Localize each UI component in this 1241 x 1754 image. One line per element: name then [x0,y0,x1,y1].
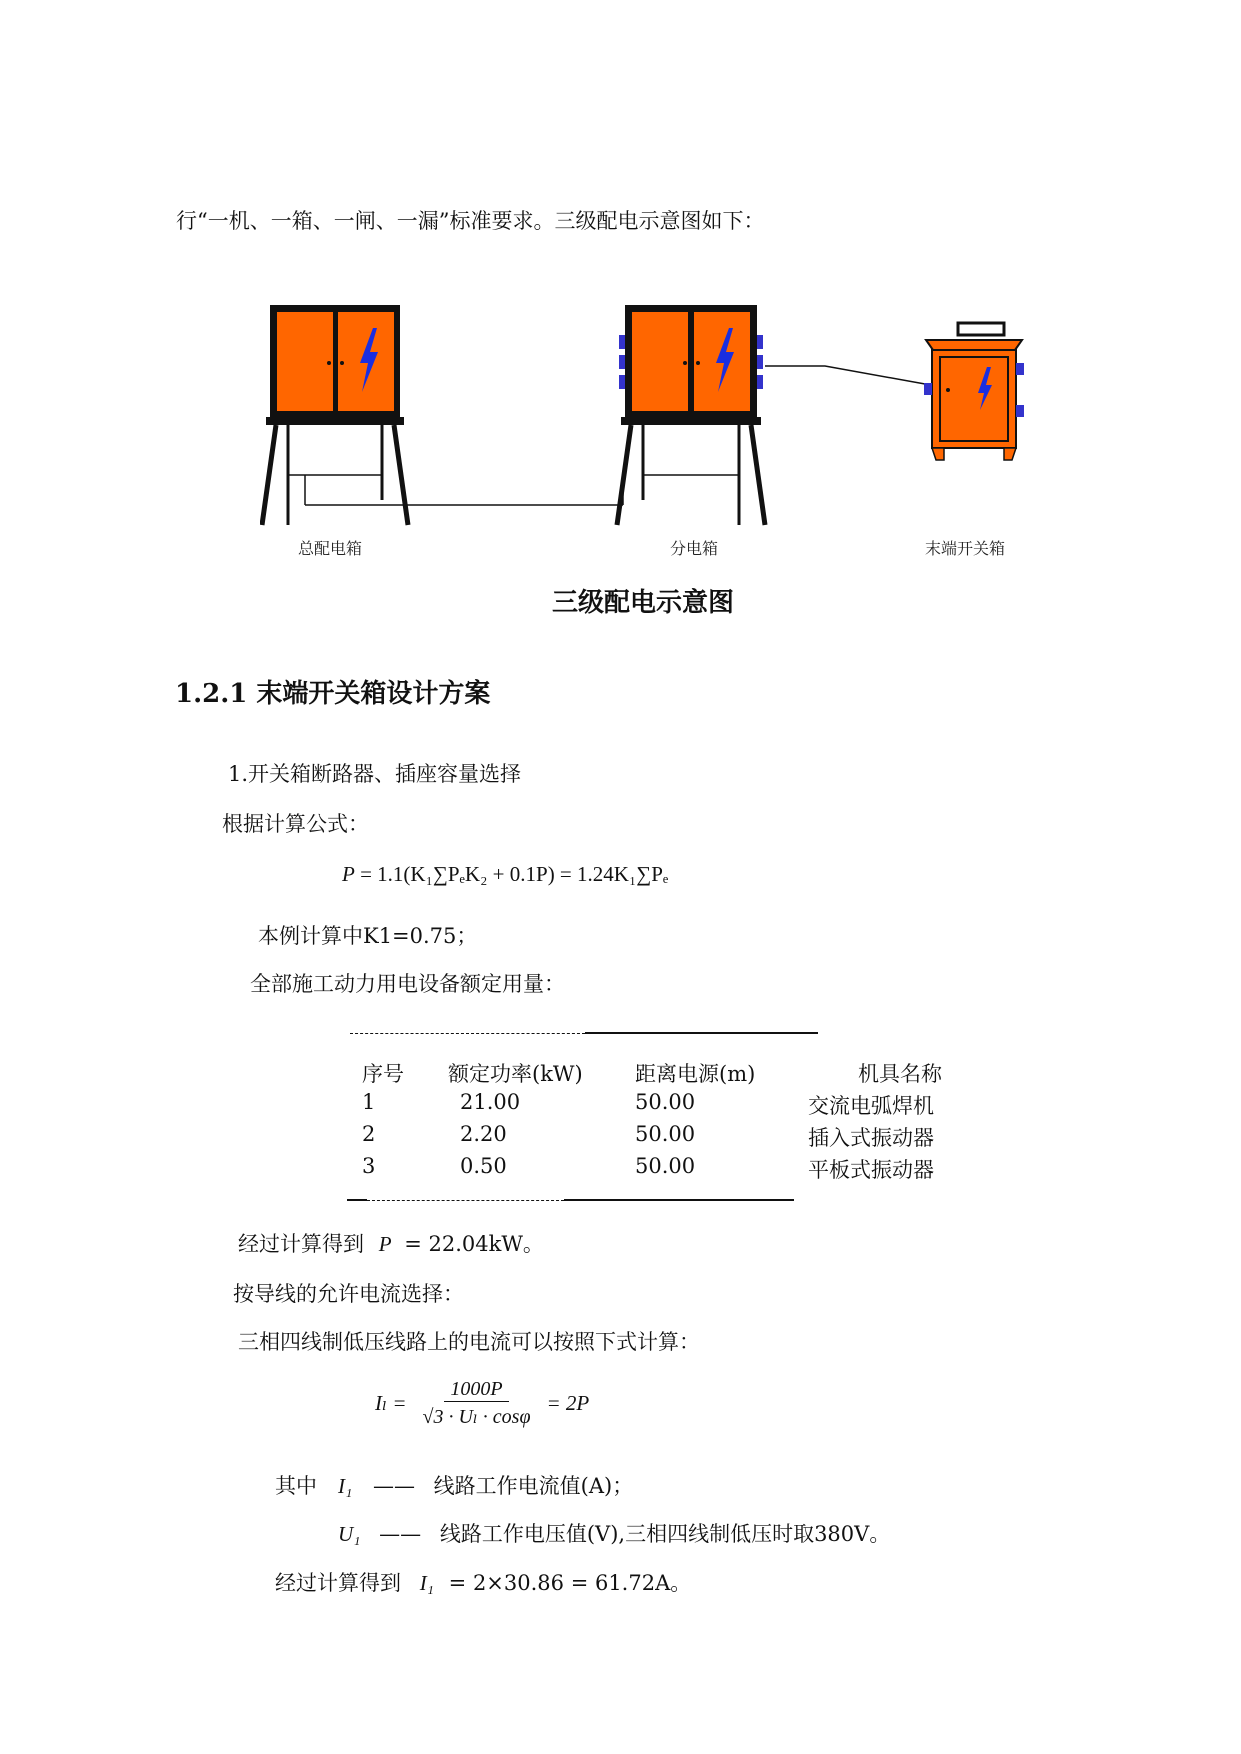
table-header-power: 额定功率(kW) [448,1062,583,1086]
sub-distribution-box-icon [617,305,765,525]
table-header-distance: 距离电源(m) [635,1062,756,1086]
table-header-name: 机具名称 [858,1062,942,1086]
current-result-var: I₁ [419,1571,434,1595]
where-row-current [338,1470,633,1500]
formula-p-var: P [342,862,355,886]
calc-intro-text: 根据计算公式： [222,812,369,836]
where-row-voltage [338,1518,890,1548]
table-cell-index: 2 [362,1122,376,1146]
current-result-value: = 2×30.86 = 61.72A。 [448,1571,692,1595]
current-select-text: 按导线的允许电流选择： [233,1282,464,1306]
main-distribution-box-icon [262,305,408,525]
table-cell-index: 3 [362,1154,376,1178]
formula-p-expr: = 1.1(K₁∑PₑK₂ + 0.1P) = 1.24K₁∑Pₑ [360,862,669,886]
table-cell-power: 21.00 [460,1090,521,1114]
power-result-prefix: 经过计算得到 [238,1232,364,1256]
sub-box-label: 分电箱 [670,539,719,558]
k1-text: 本例计算中K1=0.75； [258,924,478,948]
table-top-solid-rule [585,1032,818,1034]
current-formula [375,1378,589,1429]
current-formula-fraction [417,1378,537,1429]
table-cell-distance: 50.00 [635,1090,696,1114]
three-level-distribution-diagram [260,295,1040,535]
where-dash: —— [379,1522,422,1546]
power-result-value: = 22.04kW。 [404,1232,544,1256]
table-bottom-solid-rule-start [347,1199,367,1201]
connector-line-4 [765,366,925,384]
current-result [275,1567,691,1597]
current-formula-denominator: √3 · Uₗ · cosφ [422,1406,531,1428]
power-result-var: P [378,1232,392,1256]
three-phase-text: 三相四线制低压线路上的电流可以按照下式计算： [238,1330,700,1354]
diagram-caption: 三级配电示意图 [552,588,735,618]
terminal-switch-box-icon [924,323,1024,460]
where-text: 线路工作电流值(A)； [433,1474,634,1498]
power-formula [342,862,668,887]
table-cell-index: 1 [362,1090,376,1114]
current-formula-numerator: 1000P [444,1378,508,1402]
table-bottom-solid-rule [564,1199,794,1201]
main-box-label: 总配电箱 [298,539,363,558]
current-result-prefix: 经过计算得到 [275,1571,401,1595]
table-cell-name: 平板式振动器 [808,1158,934,1182]
where-var: U₁ [338,1522,361,1546]
table-cell-power: 2.20 [460,1122,507,1146]
table-cell-name: 交流电弧焊机 [808,1094,934,1118]
intro-text: 行“一机、一箱、一闸、一漏”标准要求。三级配电示意图如下： [176,209,765,233]
current-formula-lhs: Iₗ = [375,1391,407,1415]
where-prefix: 其中 [275,1474,317,1498]
where-var: I₁ [338,1474,353,1498]
table-bottom-dashed-rule [367,1200,564,1201]
current-formula-rhs: = 2P [546,1391,590,1415]
terminal-box-label: 末端开关箱 [925,539,1006,558]
section-heading: 1.2.1 末端开关箱设计方案 [175,679,491,709]
table-header-index: 序号 [362,1062,404,1086]
where-text: 线路工作电压值(V),三相四线制低压时取380V。 [439,1522,891,1546]
where-dash: —— [372,1474,415,1498]
table-top-dashed-rule [350,1033,585,1034]
rated-usage-text: 全部施工动力用电设备额定用量： [250,972,565,996]
table-cell-power: 0.50 [460,1154,507,1178]
table-cell-distance: 50.00 [635,1122,696,1146]
power-result [238,1228,544,1258]
item-1-text: 1.开关箱断路器、插座容量选择 [228,762,522,786]
table-cell-name: 插入式振动器 [808,1126,934,1150]
table-cell-distance: 50.00 [635,1154,696,1178]
